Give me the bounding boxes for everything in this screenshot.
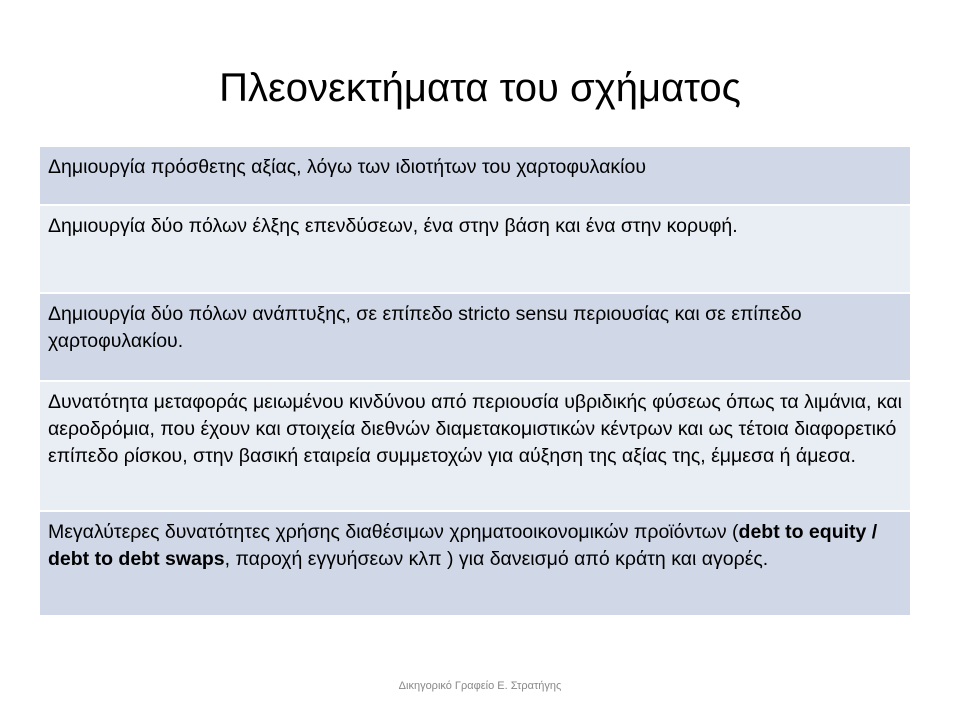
- slide-title: Πλεονεκτήματα του σχήματος: [219, 66, 741, 110]
- cell-text-before: Μεγαλύτερες δυνατότητες χρήσης διαθέσιμων χρηματοοικονομικών προϊόντων (: [48, 521, 739, 543]
- cell-text-bold: debt to equity / debt to debt swaps: [48, 521, 878, 570]
- advantages-table: [40, 147, 910, 615]
- table-cell: Δημιουργία πρόσθετης αξίας, λόγω των ιδιοτήτων του χαρτοφυλακίου: [40, 147, 910, 205]
- slide-footer: Δικηγορικό Γραφείο Ε. Στρατήγης: [398, 680, 562, 692]
- table-row: [40, 205, 910, 293]
- table-row: [40, 147, 910, 205]
- cell-text-after: , παροχή εγγυήσεων κλπ ) για δανεισμό από κράτη και αγορές.: [224, 548, 769, 570]
- table-cell: [40, 511, 910, 615]
- table-row: [40, 511, 910, 615]
- table-cell: Δημιουργία δύο πόλων έλξης επενδύσεων, ένα στην βάση και ένα στην κορυφή.: [40, 205, 910, 293]
- table-cell: Δυνατότητα μεταφοράς μειωμένου κινδύνου από περιουσία υβριδικής φύσεως όπως τα λιμάνια, και αεροδρόμια, που έχουν και στοιχεία διεθνών διαμετακομιστικών κέντρων και ως τέτοια διαφορετικό επίπεδο ρίσκου, στην βασική εταιρεία συμμετοχών για αύξηση της αξίας της, έμμεσα ή άμεσα.: [40, 381, 910, 511]
- table-row: [40, 381, 910, 511]
- table-cell: Δημιουργία δύο πόλων ανάπτυξης, σε επίπεδο stricto sensu περιουσίας και σε επίπεδο χαρτοφυλακίου.: [40, 293, 910, 381]
- table-row: [40, 293, 910, 381]
